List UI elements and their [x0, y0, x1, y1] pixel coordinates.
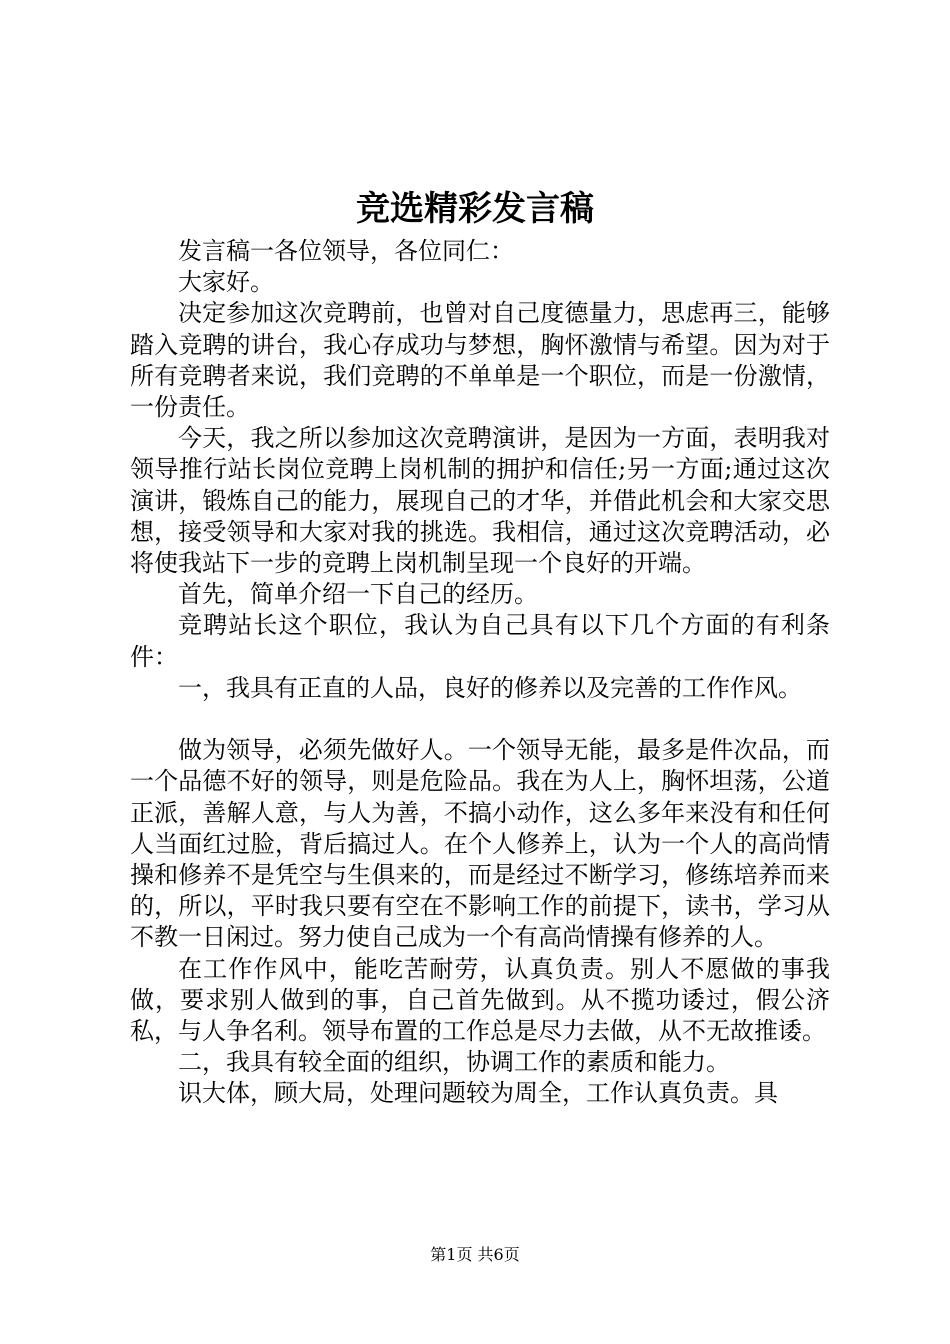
paragraph-purpose: 今天，我之所以参加这次竞聘演讲，是因为一方面，表明我对领导推行站长岗位竞聘上岗机制的拥护和信任;另一方面;通过这次演讲，锻炼自己的能力，展现自己的才华，并借此机会和大家交思想，接受领导和大家对我的挑选。我相信，通过这次竞聘活动，必将使我站下一步的竞聘上岗机制呈现一个良好的开端。	[130, 424, 830, 578]
document-title: 竞选精彩发言稿	[356, 189, 594, 229]
paragraph-decision: 决定参加这次竞聘前，也曾对自己度德量力，思虑再三，能够踏入竞聘的讲台，我心存成功与梦想，胸怀激情与希望。因为对于所有竞聘者来说，我们竞聘的不单单是一个职位，而是一份激情，一份责任。	[130, 299, 830, 422]
paragraph-work-style: 在工作作风中，能吃苦耐劳，认真负责。别人不愿做的事我做，要求别人做到的事，自己首先做到。从不揽功诿过，假公济私，与人争名利。领导布置的工作总是尽力去做，从不无故推诿。	[130, 954, 830, 1046]
paragraph-conditions: 竞聘站长这个职位，我认为自己具有以下几个方面的有利条件：	[130, 611, 830, 671]
paragraph-greeting: 大家好。	[178, 268, 274, 297]
document-body	[130, 236, 830, 1110]
paragraph-character: 做为领导，必须先做好人。一个领导无能，最多是件次品，而一个品德不好的领导，则是危险品。我在为人上，胸怀坦荡，公道正派，善解人意，与人为善，不搞小动作，这么多年来没有和任何人当面红过脸，背后搞过人。在个人修养上，认为一个人的高尚情操和修养不是凭空与生俱来的，而是经过不断学习，修练培养而来的，所以，平时我只要有空在不影响工作的前提下，读书，学习从不教一日闲过。努力使自己成为一个有高尚情操有修养的人。	[130, 736, 830, 952]
paragraph-salutation: 发言稿一各位领导，各位同仁：	[178, 237, 514, 265]
paragraph-overall: 识大体，顾大局，处理问题较为周全，工作认真负责。具	[178, 1079, 778, 1108]
paragraph-point-two: 二，我具有较全面的组织，协调工作的素质和能力。	[178, 1048, 730, 1077]
paragraph-intro: 首先，简单介绍一下自己的经历。	[178, 580, 538, 609]
paragraph-point-one: 一，我具有正直的人品，良好的修养以及完善的工作作风。	[178, 673, 802, 702]
page-footer: 第1页 共6页	[430, 1245, 520, 1264]
paragraph-spacer	[130, 704, 830, 735]
